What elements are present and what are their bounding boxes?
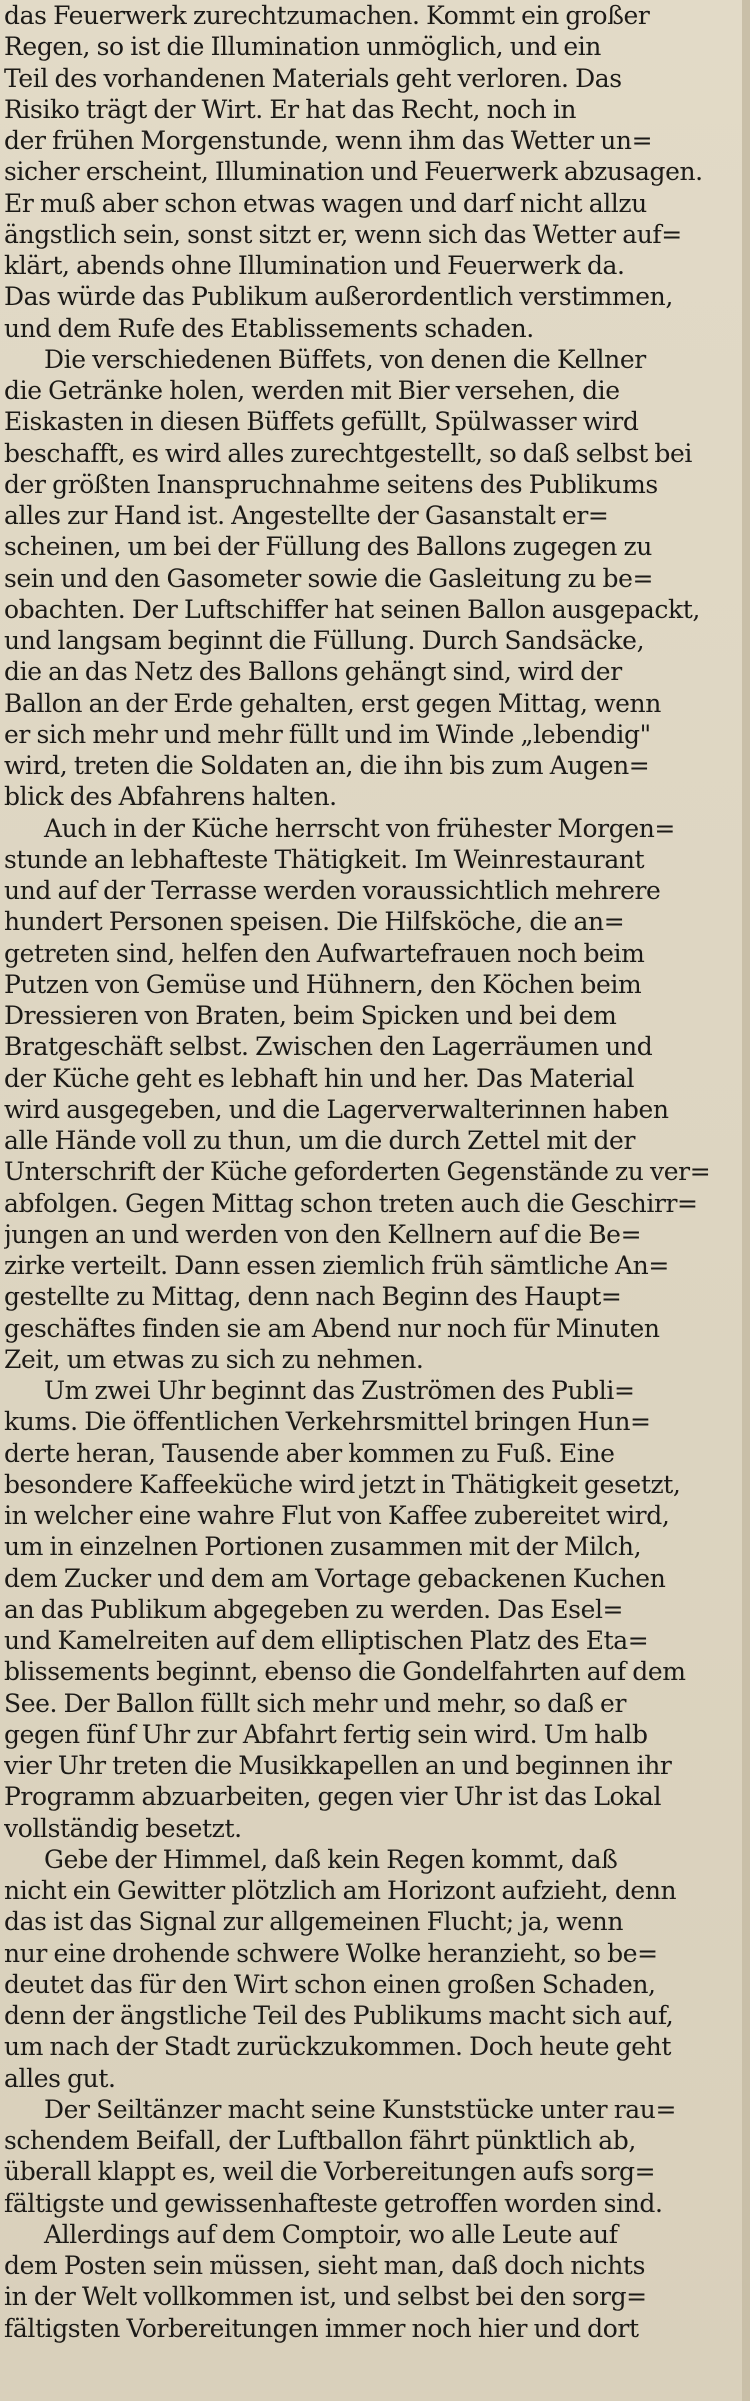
text-line: überall klappt es, weil die Vorbereitungen aufs sorg= <box>4 2157 656 2187</box>
text-line: Putzen von Gemüse und Hühnern, den Köchen beim <box>4 969 642 999</box>
article-paragraph <box>4 2219 738 2344</box>
text-line: getreten sind, helfen den Aufwartefrauen noch beim <box>4 938 645 968</box>
text-line: in der Welt vollkommen ist, und selbst bei den sorg= <box>4 2282 647 2312</box>
text-line: Risiko trägt der Wirt. Er hat das Recht, noch in <box>4 94 577 124</box>
text-line: Programm abzuarbeiten, gegen vier Uhr ist das Lokal <box>4 1782 662 1812</box>
text-line: Um zwei Uhr beginnt das Zuströmen des Publi= <box>44 1376 635 1405</box>
text-line: wird ausgegeben, und die Lagerverwalterinnen haben <box>4 1094 669 1124</box>
text-line: er sich mehr und mehr füllt und im Winde „lebendig" <box>4 719 651 749</box>
text-line: Eiskasten in diesen Büffets gefüllt, Spülwasser wird <box>4 407 639 437</box>
article-paragraph <box>4 344 738 813</box>
text-line: und Kamelreiten auf dem elliptischen Platz des Eta= <box>4 1626 649 1655</box>
text-line: alle Hände voll zu thun, um die durch Zettel mit der <box>4 1126 636 1155</box>
text-line: die Getränke holen, werden mit Bier versehen, die <box>4 376 620 405</box>
text-line: beschafft, es wird alles zurechtgestellt, so daß selbst bei <box>4 438 693 468</box>
text-line: und auf der Terrasse werden voraussichtlich mehrere <box>4 876 661 905</box>
text-line: Das würde das Publikum außerordentlich verstimmen, <box>4 282 673 312</box>
text-line: vier Uhr treten die Musikkapellen an und beginnen ihr <box>4 1751 672 1780</box>
text-line: klärt, abends ohne Illumination und Feuerwerk da. <box>4 251 625 280</box>
text-line: blissements beginnt, ebenso die Gondelfahrten auf dem <box>4 1657 686 1687</box>
text-line: Bratgeschäft selbst. Zwischen den Lagerräumen und <box>4 1032 653 1062</box>
article-paragraph <box>4 1375 738 1844</box>
text-line: Teil des vorhandenen Materials geht verloren. Das <box>4 63 622 93</box>
text-line: die an das Netz des Ballons gehängt sind, wird der <box>4 657 622 687</box>
text-line: Regen, so ist die Illumination unmöglich, und ein <box>4 32 602 62</box>
text-line: wird, treten die Soldaten an, die ihn bis zum Augen= <box>4 751 650 780</box>
text-line: Unterschrift der Küche geforderten Gegenstände zu ver= <box>4 1157 711 1187</box>
text-line: dem Zucker und dem am Vortage gebackenen Kuchen <box>4 1563 666 1593</box>
text-line: Ballon an der Erde gehalten, erst gegen Mittag, wenn <box>4 688 661 718</box>
text-line: das ist das Signal zur allgemeinen Flucht; ja, wenn <box>4 1907 624 1937</box>
text-line: nur eine drohende schwere Wolke heranzieht, so be= <box>4 1938 658 1968</box>
text-line: zirke verteilt. Dann essen ziemlich früh sämtliche An= <box>4 1251 669 1280</box>
text-line: jungen an und werden von den Kellnern auf die Be= <box>4 1219 642 1249</box>
text-line: nicht ein Gewitter plötzlich am Horizont aufzieht, denn <box>4 1876 677 1905</box>
text-line: gestellte zu Mittag, denn nach Beginn des Haupt= <box>4 1282 622 1312</box>
text-line: denn der ängstliche Teil des Publikums macht sich auf, <box>4 2001 674 2030</box>
text-line: sicher erscheint, Illumination und Feuerwerk abzusagen. <box>4 157 703 187</box>
text-line: vollständig besetzt. <box>4 1813 242 1843</box>
text-line: abfolgen. Gegen Mittag schon treten auch die Geschirr= <box>4 1188 698 1218</box>
text-line: stunde an lebhafteste Thätigkeit. Im Weinrestaurant <box>4 844 645 874</box>
text-line: Gebe der Himmel, daß kein Regen kommt, daß <box>44 1844 618 1874</box>
text-line: um nach der Stadt zurückzukommen. Doch heute geht <box>4 2032 672 2062</box>
text-line: fältigste und gewissenhafteste getroffen worden sind. <box>4 2188 663 2218</box>
text-line: der frühen Morgenstunde, wenn ihm das Wetter un= <box>4 126 653 155</box>
text-line: Allerdings auf dem Comptoir, wo alle Leute auf <box>44 2219 618 2249</box>
text-line: fältigsten Vorbereitungen immer noch hier und dort <box>4 2313 639 2343</box>
text-line: Auch in der Küche herrscht von frühester Morgen= <box>44 813 675 843</box>
text-line: blick des Abfahrens halten. <box>4 782 337 812</box>
text-line: ängstlich sein, sonst sitzt er, wenn sich das Wetter auf= <box>4 219 682 249</box>
article-column <box>4 0 738 2344</box>
article-paragraph <box>4 813 738 1376</box>
article-paragraph <box>4 1844 738 2094</box>
article-paragraph <box>4 2094 738 2219</box>
text-line: alles zur Hand ist. Angestellte der Gasanstalt er= <box>4 501 609 530</box>
text-line: derte heran, Tausende aber kommen zu Fuß. Eine <box>4 1438 615 1468</box>
text-line: an das Publikum abgegeben zu werden. Das Esel= <box>4 1594 624 1624</box>
text-line: kums. Die öffentlichen Verkehrsmittel bringen Hun= <box>4 1407 651 1437</box>
text-line: hundert Personen speisen. Die Hilfsköche, die an= <box>4 907 625 937</box>
text-line: deutet das für den Wirt schon einen großen Schaden, <box>4 1969 656 1999</box>
text-line: alles gut. <box>4 2063 116 2093</box>
text-line: gegen fünf Uhr zur Abfahrt fertig sein wird. Um halb <box>4 1719 648 1749</box>
text-line: und dem Rufe des Etablissements schaden. <box>4 313 534 343</box>
text-line: sein und den Gasometer sowie die Gasleitung zu be= <box>4 563 654 593</box>
text-line: See. Der Ballon füllt sich mehr und mehr, so daß er <box>4 1688 627 1718</box>
text-line: schendem Beifall, der Luftballon fährt pünktlich ab, <box>4 2126 636 2155</box>
text-line: Dressieren von Braten, beim Spicken und bei dem <box>4 1001 617 1030</box>
text-line: besondere Kaffeeküche wird jetzt in Thätigkeit gesetzt, <box>4 1469 681 1499</box>
text-line: Der Seiltänzer macht seine Kunststücke unter rau= <box>44 2094 677 2124</box>
text-line: Die verschiedenen Büffets, von denen die Kellner <box>44 344 646 374</box>
text-line: scheinen, um bei der Füllung des Ballons zugegen zu <box>4 532 652 562</box>
text-line: das Feuerwerk zurechtzumachen. Kommt ein großer <box>4 1 650 30</box>
text-line: in welcher eine wahre Flut von Kaffee zubereitet wird, <box>4 1501 670 1530</box>
text-line: obachten. Der Luftschiffer hat seinen Ballon ausgepackt, <box>4 594 700 624</box>
text-line: Zeit, um etwas zu sich zu nehmen. <box>4 1344 424 1374</box>
text-line: der größten Inanspruchnahme seitens des Publikums <box>4 469 658 499</box>
text-line: dem Posten sein müssen, sieht man, daß doch nichts <box>4 2251 646 2280</box>
article-paragraph <box>4 0 738 344</box>
text-line: geschäftes finden sie am Abend nur noch für Minuten <box>4 1313 660 1343</box>
text-line: der Küche geht es lebhaft hin und her. Das Material <box>4 1063 635 1093</box>
text-line: um in einzelnen Portionen zusammen mit der Milch, <box>4 1532 642 1562</box>
text-line: Er muß aber schon etwas wagen und darf nicht allzu <box>4 188 647 218</box>
text-line: und langsam beginnt die Füllung. Durch Sandsäcke, <box>4 626 645 655</box>
